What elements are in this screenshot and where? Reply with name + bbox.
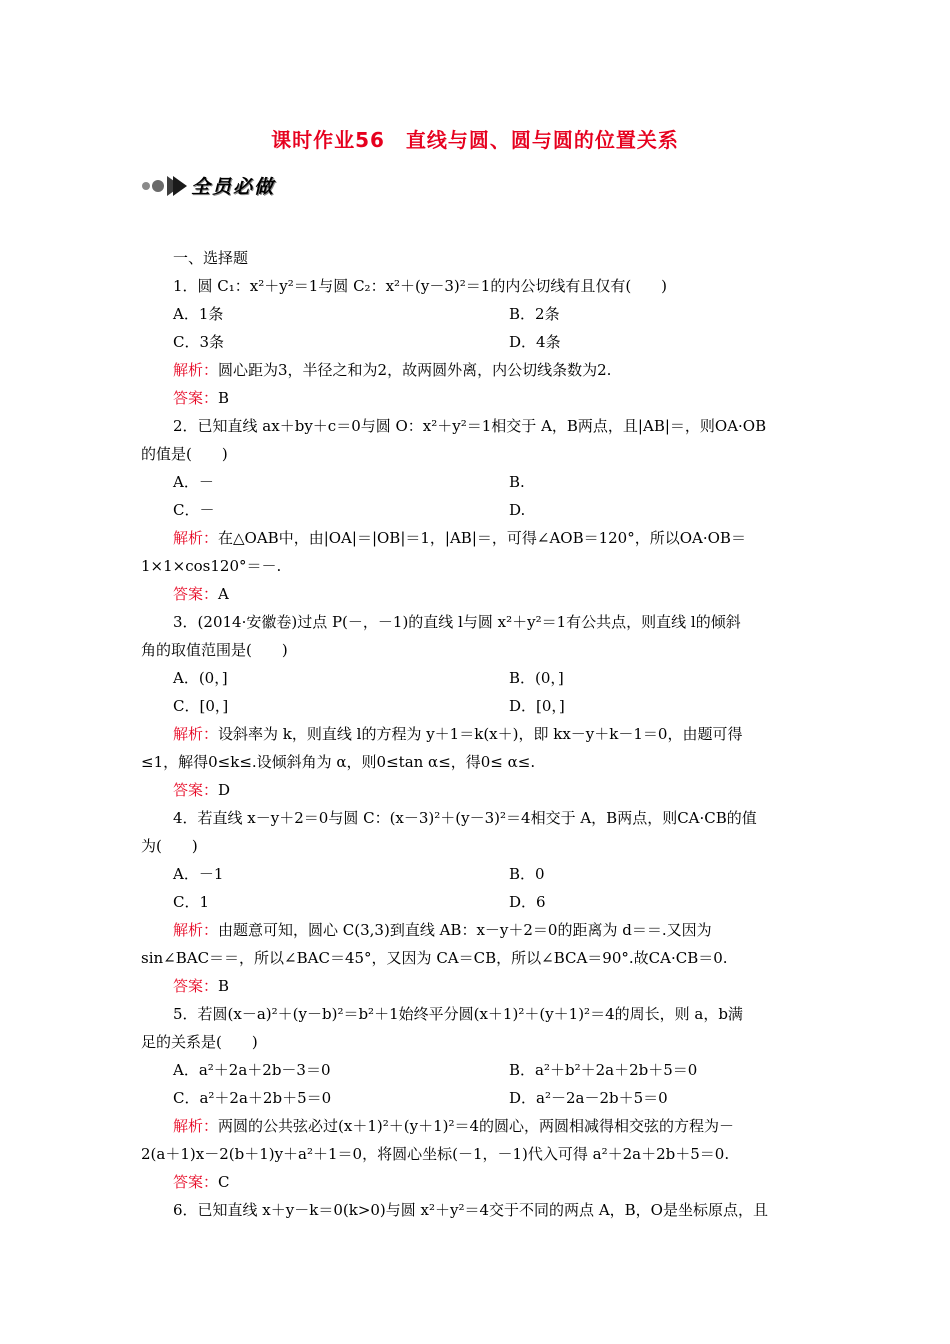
q1-option-d: D．4条 (509, 333, 561, 351)
q1-options-ab (141, 300, 811, 328)
q4-option-b: B．0 (509, 865, 545, 883)
q2-options-ab (141, 468, 811, 496)
q4-jiexi-text1: 由题意可知，圆心 C(3,3)到直线 AB：x－y＋2＝0的距离为 d＝＝.又因为 (218, 921, 712, 939)
q5-options-ab (141, 1056, 811, 1084)
q2-jiexi-text1: 在△OAB中，由|OA|＝|OB|＝1，|AB|＝，可得∠AOB＝120°，所以OA·OB＝ (218, 529, 746, 547)
q1-jiexi-text: 圆心距为3，半径之和为2，故两圆外离，内公切线条数为2. (218, 361, 612, 379)
banner-text: 全员必做 (191, 175, 276, 198)
q4-jiexi-line1 (141, 916, 811, 944)
q4-jiexi-line2: sin∠BAC＝＝，所以∠BAC＝45°，又因为 CA＝CB，所以∠BCA＝90°.故CA·CB＝0. (141, 949, 728, 967)
q1-option-b: B．2条 (509, 305, 560, 323)
q3-stem-line1: 3．(2014·安徽卷)过点 P(－，－1)的直线 l与圆 x²＋y²＝1有公共点，则直线 l的倾斜 (173, 613, 741, 631)
section-banner (141, 172, 275, 198)
q2-jiexi-line1 (141, 524, 811, 552)
q2-answer (141, 580, 811, 608)
q3-jiexi-line2: ≤1，解得0≤k≤.设倾斜角为 α，则0≤tan α≤，得0≤ α≤. (141, 753, 536, 771)
q4-option-d: D．6 (509, 893, 546, 911)
banner-arrow-icon (141, 172, 187, 198)
document-body (141, 244, 811, 1224)
q5-option-b: B．a²＋b²＋2a＋2b＋5＝0 (509, 1061, 698, 1079)
q2-options-cd (141, 496, 811, 524)
q4-answer (141, 972, 811, 1000)
q4-jiexi-label: 解析： (173, 921, 219, 939)
q1-answer-label: 答案： (173, 389, 219, 407)
q2-option-b: B. (509, 473, 525, 491)
q3-jiexi-line1 (141, 720, 811, 748)
q5-answer (141, 1168, 811, 1196)
q3-options-cd (141, 692, 811, 720)
q1-stem: 1．圆 C₁：x²＋y²＝1与圆 C₂：x²＋(y－3)²＝1的内公切线有且仅有( ) (173, 277, 668, 295)
q3-option-a: A．(0，] (173, 669, 228, 687)
q2-option-c: C．－ (173, 501, 215, 519)
q5-answer-label: 答案： (173, 1173, 219, 1191)
q4-option-c: C．1 (173, 893, 210, 911)
q3-answer-value: D (218, 781, 231, 799)
q2-answer-value: A (218, 585, 229, 603)
q3-option-c: C．[0，] (173, 697, 229, 715)
q5-jiexi-label: 解析： (173, 1117, 219, 1135)
q3-answer (141, 776, 811, 804)
q3-option-b: B．(0，] (509, 669, 564, 687)
q1-answer-value: B (218, 389, 230, 407)
q4-answer-label: 答案： (173, 977, 219, 995)
q1-options-cd (141, 328, 811, 356)
q2-answer-label: 答案： (173, 585, 219, 603)
page-title: 课时作业56 直线与圆、圆与圆的位置关系 (271, 128, 679, 152)
q2-option-a: A．－ (173, 473, 214, 491)
q1-jiexi (141, 356, 811, 384)
q3-jiexi-label: 解析： (173, 725, 219, 743)
section-heading: 一、选择题 (173, 249, 249, 267)
q3-jiexi-text1: 设斜率为 k，则直线 l的方程为 y＋1＝k(x＋)，即 kx－y＋k－1＝0，由题可得 (218, 725, 743, 743)
q5-jiexi-line1 (141, 1112, 811, 1140)
q5-stem-line1: 5．若圆(x－a)²＋(y－b)²＝b²＋1始终平分圆(x＋1)²＋(y＋1)²＝4的周长，则 a，b满 (173, 1005, 743, 1023)
q5-option-d: D．a²－2a－2b＋5＝0 (509, 1089, 668, 1107)
q5-jiexi-line2: 2(a＋1)x－2(b＋1)y＋a²＋1＝0，将圆心坐标(－1，－1)代入可得 a²＋2a＋2b＋5＝0. (141, 1145, 730, 1163)
q2-stem-line2: 的值是( ) (141, 445, 228, 463)
q3-answer-label: 答案： (173, 781, 219, 799)
q2-jiexi-line2: 1×1×cos120°＝－. (141, 557, 282, 575)
q1-option-a: A．1条 (173, 305, 224, 323)
q5-option-c: C．a²＋2a＋2b＋5＝0 (173, 1089, 332, 1107)
q3-options-ab (141, 664, 811, 692)
q4-options-cd (141, 888, 811, 916)
q5-options-cd (141, 1084, 811, 1112)
q6-stem-line1: 6．已知直线 x＋y－k＝0(k>0)与圆 x²＋y²＝4交于不同的两点 A，B，O是坐标原点，且 (173, 1201, 768, 1219)
q4-stem-line1: 4．若直线 x－y＋2＝0与圆 C：(x－3)²＋(y－3)²＝4相交于 A，B两点，则CA·CB的值 (173, 809, 757, 827)
q4-stem-line2: 为( ) (141, 837, 198, 855)
q5-stem-line2: 足的关系是( ) (141, 1033, 258, 1051)
q1-answer (141, 384, 811, 412)
q1-option-c: C．3条 (173, 333, 225, 351)
q3-option-d: D．[0，] (509, 697, 565, 715)
q5-answer-value: C (218, 1173, 230, 1191)
q5-jiexi-text1: 两圆的公共弦必过(x＋1)²＋(y＋1)²＝4的圆心，两圆相减得相交弦的方程为－ (218, 1117, 735, 1135)
q2-jiexi-label: 解析： (173, 529, 219, 547)
q3-stem-line2: 角的取值范围是( ) (141, 641, 288, 659)
q2-stem-line1: 2．已知直线 ax＋by＋c＝0与圆 O：x²＋y²＝1相交于 A，B两点，且|AB|＝，则OA·OB (173, 417, 767, 435)
q4-answer-value: B (218, 977, 230, 995)
q1-jiexi-label: 解析： (173, 361, 219, 379)
q2-option-d: D. (509, 501, 526, 519)
q5-option-a: A．a²＋2a＋2b－3＝0 (173, 1061, 331, 1079)
q4-option-a: A．－1 (173, 865, 224, 883)
q4-options-ab (141, 860, 811, 888)
